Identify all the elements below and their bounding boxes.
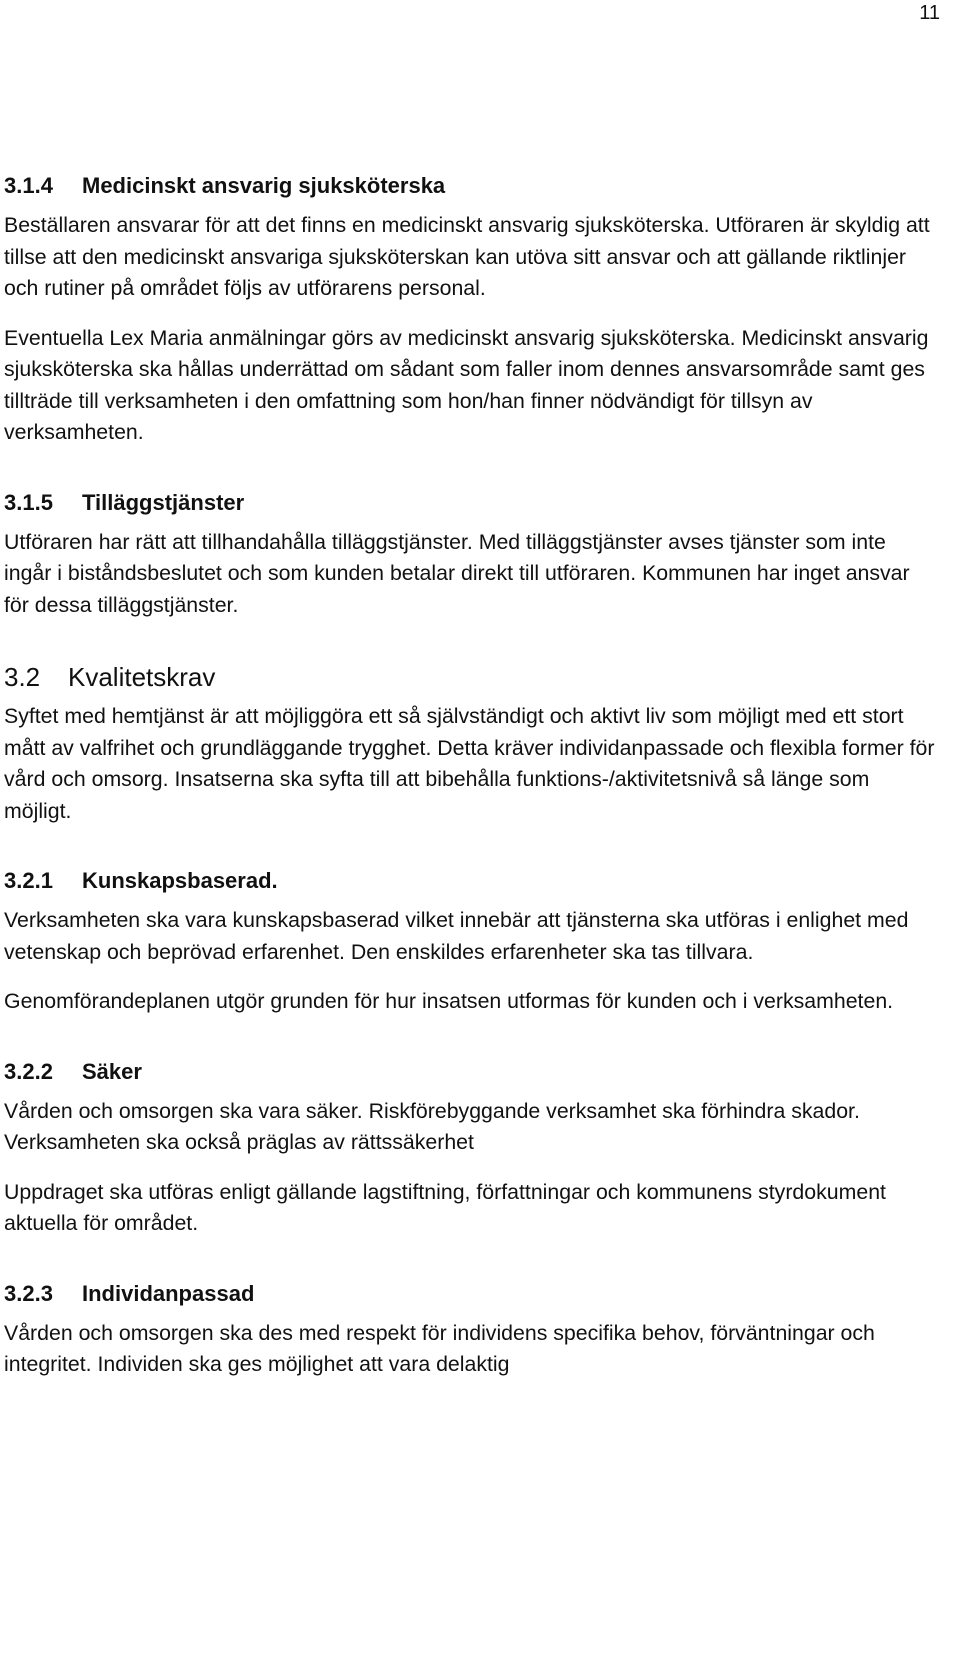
section-heading-3-2 [4,659,939,695]
paragraph: Vården och omsorgen ska des med respekt för individens specifika behov, förväntningar och integritet. Individen ska ges möjlighet att vara delaktig [4,1320,875,1376]
paragraph: Syftet med hemtjänst är att möjliggöra ett så självständigt och aktivt liv som möjligt med ett stort mått av valfrihet och grundläggande trygghet. Detta kräver individanpassade och flexibla former för vård och omsorg. Insatserna ska syfta till att bibehålla funktions-/aktivitetsnivå så länge som möjligt. [4,704,935,823]
section-title: Kunskapsbaserad. [82,868,278,893]
section-heading-3-2-1 [4,865,939,897]
section-heading-3-1-5 [4,487,939,519]
section-number: 3.1.5 [4,489,53,515]
section-number: 3.2.3 [4,1280,53,1306]
section-number: 3.2.2 [4,1058,53,1084]
paragraph: Uppdraget ska utföras enligt gällande lagstiftning, författningar och kommunens styrdokument aktuella för området. [4,1179,886,1235]
section-title: Säker [82,1058,142,1084]
paragraph: Eventuella Lex Maria anmälningar görs av medicinskt ansvarig sjuksköterska. Medicinskt ansvarig sjuksköterska ska hållas underrättad om sådant som faller inom dennes ansvarsområde samt ges tillträde till verksamheten i den omfattning som hon/han finner nödvändigt för tillsyn av verksamheten. [4,325,929,444]
document-body [4,170,939,1399]
section-number: 3.2.1 [4,868,53,893]
section-title: Kvalitetskrav [68,662,216,692]
paragraph: Beställaren ansvarar för att det finns en medicinskt ansvarig sjuksköterska. Utföraren är skyldig att tillse att den medicinskt ansvariga sjuksköterskan kan utöva sitt ansvar och att gällande riktlinjer och rutiner på området följs av utförarens personal. [4,213,930,300]
section-heading-3-2-2 [4,1056,939,1088]
paragraph: Vården och omsorgen ska vara säker. Riskförebyggande verksamhet ska förhindra skador. Verksamheten ska också präglas av rättssäkerhet [4,1098,860,1154]
paragraph: Verksamheten ska vara kunskapsbaserad vilket innebär att tjänsterna ska utföras i enlighet med vetenskap och beprövad erfarenhet. Den enskildes erfarenheter ska tas tillvara. [4,908,909,964]
section-number: 3.1.4 [4,173,53,198]
section-heading-3-2-3 [4,1278,939,1310]
page-number: 11 [919,2,940,24]
section-title: Tilläggstjänster [82,489,245,515]
paragraph: Utföraren har rätt att tillhandahålla tilläggstjänster. Med tilläggstjänster avses tjänster som inte ingår i biståndsbeslutet och som kunden betalar direkt till utföraren. Kommunen har inget ansvar för dessa tilläggstjänster. [4,529,910,617]
paragraph: Genomförandeplanen utgör grunden för hur insatsen utformas för kunden och i verksamheten. [4,989,894,1013]
section-number: 3.2 [4,662,41,692]
section-heading-3-1-4 [4,170,939,202]
section-title: Individanpassad [82,1280,255,1306]
section-title: Medicinskt ansvarig sjuksköterska [82,173,446,198]
